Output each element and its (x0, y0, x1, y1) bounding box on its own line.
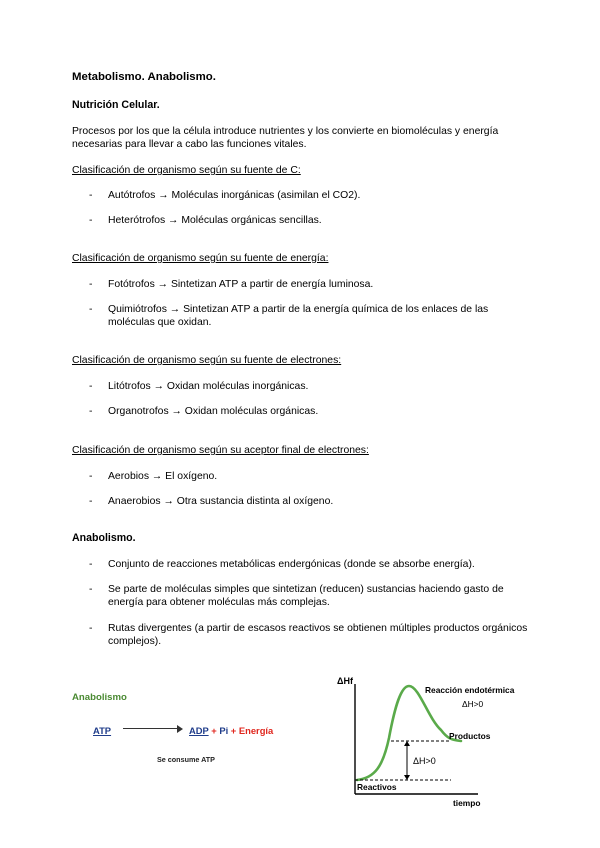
nutrition-paragraph: Procesos por los que la célula introduce nutrientes y los convierte en biomoléculas y energía necesarias para llevar a cabo las funciones vitales. (72, 126, 499, 150)
nutrition-heading: Nutrición Celular. (72, 99, 160, 111)
figure-caption: Se consume ATP (157, 755, 215, 764)
bullet-marker: - (89, 584, 93, 595)
list-item-text: Anaerobios → Otra sustancia distinta al oxígeno. (108, 496, 334, 507)
adp-label: ADP (189, 725, 209, 736)
anabolism-heading: Anabolismo. (72, 532, 136, 544)
energy-diagram (333, 668, 533, 810)
figure-anabolism-title: Anabolismo (72, 692, 127, 703)
plus-sign: + (228, 725, 239, 736)
x-axis-label: tiempo (453, 798, 481, 808)
bullet-marker: - (89, 190, 93, 201)
atp-label: ATP (93, 725, 112, 736)
bullet-marker: - (89, 304, 93, 315)
arrow-down-icon (404, 775, 410, 780)
products-equation (189, 724, 273, 737)
list-item-text: Se parte de moléculas simples que sintetizan (reducen) sustancias haciendo gasto de energía para obtener moléculas más complejas. (108, 584, 504, 608)
list-item-text: Heterótrofos → Moléculas orgánicas sencillas. (108, 215, 322, 226)
reaction-type-label: Reacción endotérmica (425, 685, 515, 695)
energy-label: Energía (238, 725, 274, 736)
arrowhead-icon (177, 725, 183, 733)
bullet-marker: - (89, 279, 93, 290)
list-item-text: Rutas divergentes (a partir de escasos reactivos se obtienen múltiples productos orgánicos complejos). (108, 623, 528, 647)
y-axis-label: ΔHf (337, 676, 353, 686)
plus-sign: + (208, 725, 220, 736)
bullet-marker: - (89, 381, 93, 392)
reaction-arrow (123, 728, 179, 729)
list-item-text: Autótrofos → Moléculas inorgánicas (asimilan el CO2). (108, 190, 361, 201)
bullet-marker: - (89, 623, 93, 634)
bullet-marker: - (89, 471, 93, 482)
bullet-marker: - (89, 559, 93, 570)
section-heading-electrons: Clasificación de organismo según su fuente de electrones: (72, 355, 342, 366)
bullet-marker: - (89, 215, 93, 226)
pi-label: Pi (219, 725, 229, 736)
bullet-marker: - (89, 406, 93, 417)
dh-label: ΔH>0 (462, 699, 484, 709)
list-item-text: Organotrofos → Oxidan moléculas orgánicas. (108, 406, 319, 417)
section-heading-energy: Clasificación de organismo según su fuente de energía: (72, 253, 329, 264)
reaction-curve (357, 686, 461, 780)
list-item-text: Quimiótrofos → Sintetizan ATP a partir de la energía química de los enlaces de las moléculas que oxidan. (108, 304, 489, 328)
section-heading-acceptor: Clasificación de organismo según su aceptor final de electrones: (72, 445, 369, 456)
section-heading-carbon: Clasificación de organismo según su fuente de C: (72, 165, 301, 176)
products-label: Productos (449, 731, 491, 741)
list-item-text: Aerobios → El oxígeno. (108, 471, 218, 482)
list-item-text: Litótrofos → Oxidan moléculas inorgánicas. (108, 381, 309, 392)
delta-h-value: ΔH>0 (413, 756, 436, 766)
list-item-text: Conjunto de reacciones metabólicas endergónicas (donde se absorbe energía). (108, 559, 475, 570)
document-title: Metabolismo. Anabolismo. (72, 71, 216, 83)
reactants-label: Reactivos (357, 782, 397, 792)
bullet-marker: - (89, 496, 93, 507)
list-item-text: Fotótrofos → Sintetizan ATP a partir de energía luminosa. (108, 279, 374, 290)
arrow-up-icon (404, 741, 410, 746)
